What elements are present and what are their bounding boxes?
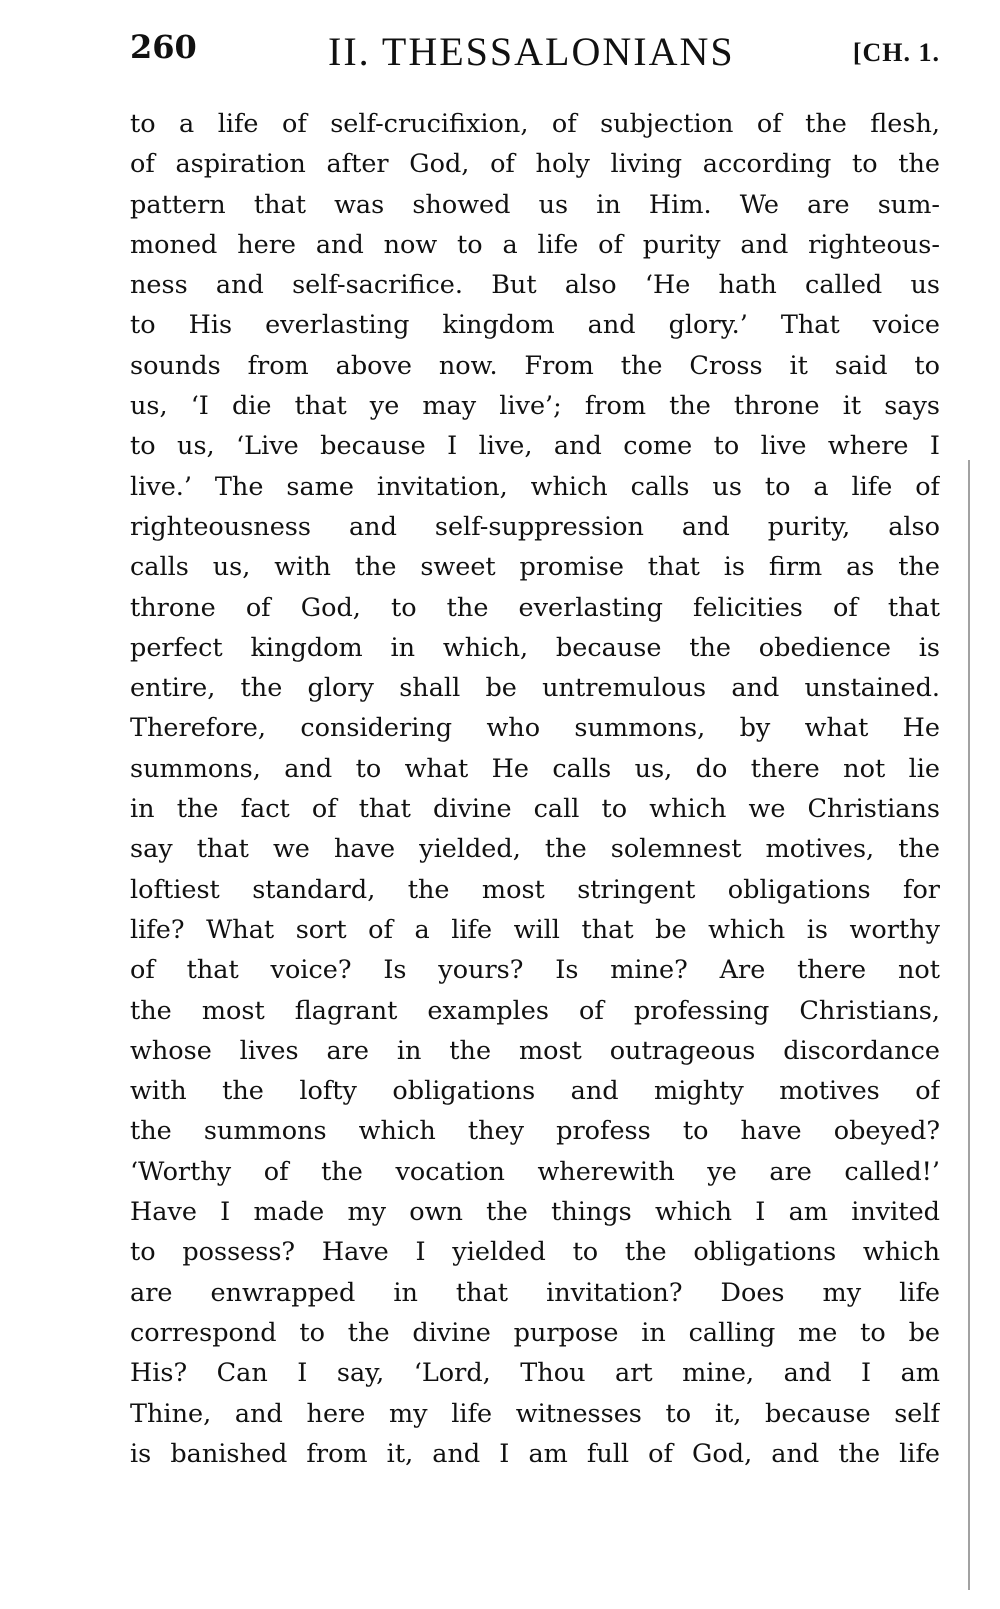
text-line: ‘Worthy of the vocation wherewith ye are called!’ <box>130 1156 940 1187</box>
page-header <box>130 28 940 78</box>
text-line: are enwrapped in that invitation? Does my life <box>130 1277 940 1308</box>
text-line: ness and self-sacrifice. But also ‘He hath called us <box>130 270 940 301</box>
text-line: perfect kingdom in which, because the obedience is <box>130 632 940 663</box>
text-line: to us, ‘Live because I live, and come to live where I <box>130 431 940 462</box>
text-line: sounds from above now. From the Cross it said to <box>130 350 940 381</box>
text-line: live.’ The same invitation, which calls us to a life of <box>130 471 940 502</box>
page-edge-rule <box>968 460 970 1590</box>
text-line: of aspiration after God, of holy living according to the <box>130 149 940 180</box>
text-line: moned here and now to a life of purity and righteous- <box>130 229 940 260</box>
text-line: pattern that was showed us in Him. We are sum- <box>130 189 940 220</box>
text-line: throne of God, to the everlasting felicities of that <box>130 592 940 623</box>
text-line: say that we have yielded, the solemnest motives, the <box>130 834 940 865</box>
text-line: the summons which they profess to have obeyed? <box>130 1116 940 1147</box>
text-line: whose lives are in the most outrageous discordance <box>130 1035 940 1066</box>
text-line: His? Can I say, ‘Lord, Thou art mine, and I am <box>130 1358 940 1389</box>
running-title: II. THESSALONIANS <box>328 29 735 74</box>
text-line: to His everlasting kingdom and glory.’ That voice <box>130 310 940 341</box>
text-line: the most flagrant examples of professing Christians, <box>130 995 940 1026</box>
text-line: loftiest standard, the most stringent obligations for <box>130 874 940 905</box>
text-line: correspond to the divine purpose in calling me to be <box>130 1317 940 1348</box>
text-line: entire, the glory shall be untremulous and unstained. <box>130 673 940 704</box>
text-line: is banished from it, and I am full of God, and the life <box>130 1438 940 1469</box>
text-line: us, ‘I die that ye may live’; from the throne it says <box>130 391 940 422</box>
text-line: Thine, and here my life witnesses to it, because self <box>130 1398 940 1429</box>
page-number: 260 <box>130 28 197 66</box>
text-line: with the lofty obligations and mighty motives of <box>130 1076 940 1107</box>
text-line: in the fact of that divine call to which we Christians <box>130 794 940 825</box>
text-line: of that voice? Is yours? Is mine? Are there not <box>130 955 940 986</box>
text-line: life? What sort of a life will that be which is worthy <box>130 914 940 945</box>
chapter-reference: [CH. 1. <box>852 38 940 67</box>
body-text <box>130 104 940 1474</box>
text-line: calls us, with the sweet promise that is firm as the <box>130 552 940 583</box>
text-line: Have I made my own the things which I am invited <box>130 1197 940 1228</box>
text-line: righteousness and self-suppression and purity, also <box>130 511 940 542</box>
text-line: to a life of self-crucifixion, of subjection of the flesh, <box>130 109 940 139</box>
text-line: summons, and to what He calls us, do there not lie <box>130 753 940 784</box>
text-line: Therefore, considering who summons, by what He <box>130 713 940 744</box>
text-line: to possess? Have I yielded to the obligations which <box>130 1237 940 1268</box>
